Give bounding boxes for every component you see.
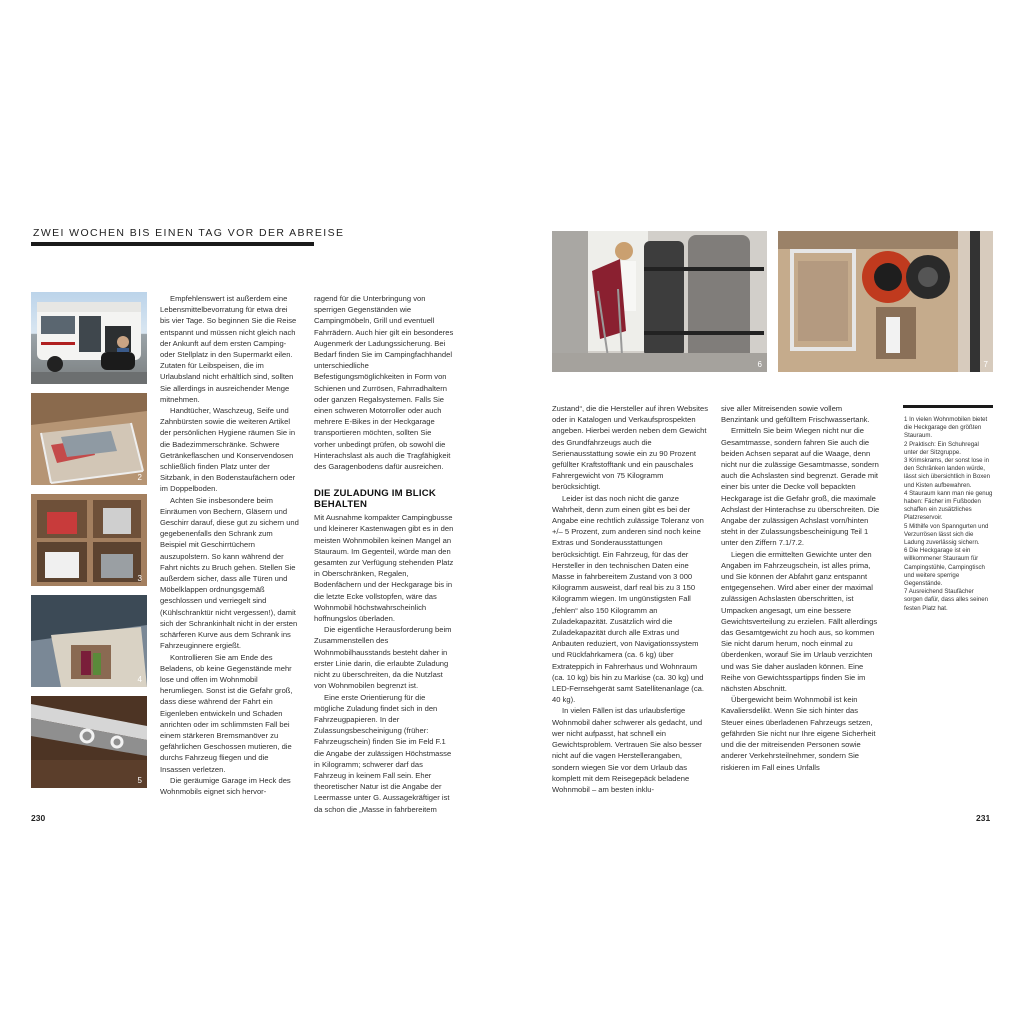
text-column-1 <box>160 293 299 797</box>
paragraph: Mit Ausnahme kompakter Campingbusse und kleinerer Kastenwagen gibt es in den meisten Wohnmobilen keinen Mangel an Stauraum. Im Gegenteil, würde man den gesamten zur Verfügung stehenden Platz in Oberschränken, Regalen, Bodenfächern und der Heckgarage bis in die letzte Ecke vollstopfen, wäre das Wohnmobil höchstwahrscheinlich hoffnungslos überladen. <box>314 513 454 624</box>
paragraph: Zustand“, die die Hersteller auf ihren Websites oder in Katalogen und Verkaufsprospekten angeben. Hierbei werden neben dem Gewicht des Grundfahrzeugs auch die Serienausstattung sowie ein zu 90 Prozent gefüllter Kraftstofftank und ein pauschales Fahrergewicht von 75 Kilogramm berücksichtigt. <box>552 404 709 492</box>
photo-garage-cables <box>778 231 993 372</box>
photo-shoe-rack <box>31 393 147 485</box>
paragraph: Leider ist das noch nicht die ganze Wahrheit, denn zum einen gibt es bei der Angabe eine rechtlich zulässige Toleranz von +/– 5 Prozent, zum anderen sind noch keine Extras und Sonderausstattungen berücksichtigt. Ein Fahrzeug, für das der Hersteller in den technischen Daten eine Masse in fahrbereitem Zustand von 3 000 Kilogramm ausweist, darf real bis zu 3 150 Kilogramm wiegen. Im ungünstigsten Fall „fehlen“ also 150 Kilogramm an Zuladekapazität. Zusätzlich wird die Zuladekapazität durch alle Extras und Anbauten reduziert, von Navigationssystem und Rückfahrkamera (ca. 6 kg) über Extrateppich in Fahrerhaus und Wohnraum (ca. 10 kg) bis hin zu Markise (ca. 30 kg) und LED-Fernsehgerät samt Satellitenanlage (ca. 40 kg). <box>552 493 704 705</box>
tie-down-illustration <box>31 696 147 788</box>
text-column-3 <box>552 403 711 795</box>
caption: 4 Stauraum kann man nie genug haben: Fächer im Fußboden schaffen ein zusätzliches Platzreservoir. <box>904 489 993 522</box>
paragraph: Liegen die ermittelten Gewichte unter den Angaben im Fahrzeugschein, ist alles prima, und Sie können der Abfahrt ganz entspannt entgegensehen. Wird aber einer der maximal zulässigen Achslasten überschritten, ist Umpacken angesagt, um eine bessere Gewichtsverteilung zu erzielen. Fällt allerdings das Gesamtgewicht zu hoch aus, so kommen Sie nicht darum herum, noch einmal zu überdenken, worauf Sie im Urlaub verzichten und was Sie daher ausladen können. Eine Reihe von Gewichtsspartipps finden Sie im nächsten Abschnitt. <box>721 549 878 694</box>
paragraph: ragend für die Unterbringung von sperrigen Gegenständen wie Campingmöbeln, Grill und eventuell Fahrrädern. Auch hier gilt ein besonderes Augenmerk der Ladungssicherung. Bei Bedarf finden Sie im Campingfachhandel unterschiedliche Befestigungsmöglichkeiten in Form von Schienen und Zurrösen, Fahrradhaltern oder ganzen Regalsystemen. Falls Sie einen schweren Motorroller oder auch mehrere E-Bikes in der Heckgarage transportieren möchten, sollten Sie vorher unbedingt prüfen, ob sowohl die Hinterachslast als auch die Tragfähigkeit des Garagenbodens dafür ausreichen. <box>314 294 454 472</box>
photo-storage-boxes <box>31 494 147 586</box>
text-column-2 <box>314 293 454 815</box>
paragraph: Kontrollieren Sie am Ende des Beladens, ob keine Gegenstände mehr lose und offen im Wohnmobil herumliegen. Sonst ist die Gefahr groß, dass diese während der Fahrt ein Eigenleben entwickeln und Schaden anrichten oder im schlimmsten Fall bei einem stärkeren Bremsmanöver zu gefährlichen Geschossen mutieren, die durchs Fahrzeug fliegen und die Insassen verletzen. <box>160 652 293 774</box>
photo-floor-storage <box>31 595 147 687</box>
paragraph: Handtücher, Waschzeug, Seife und Zahnbürsten sowie die weiteren Artikel der persönlichen Hygiene räumen Sie in die Badezimmerschränke. Schwere Getränkeflaschen und Konservendosen schließlich finden Platz unter der Sitzbank, in den Bodenstaufächern oder im Doppelboden. <box>160 406 296 494</box>
paragraph: sive aller Mitreisenden sowie vollem Benzintank und gefülltem Frischwassertank. <box>721 404 870 425</box>
paragraph: Eine erste Orientierung für die mögliche Zuladung findet sich in den Fahrzeugpapieren. In der Zulassungsbescheinigung (früher: Fahrzeugschein) finden Sie im Feld F.1 die Angabe der zulässigen Höchstmasse in Kilogramm; schwerer darf das Fahrzeug in keinem Fall sein. Eher theoretischer Natur ist die Angabe der Leermasse unter G. Aussagekräftiger ist da schon die „Masse in fahrbereitem <box>314 692 452 814</box>
text-column-4 <box>721 403 881 773</box>
caption: 7 Ausreichend Staufächer sorgen dafür, dass alles seinen festen Platz hat. <box>904 588 989 612</box>
paragraph: Die geräumige Garage im Heck des Wohnmobils eignet sich hervor- <box>160 775 291 796</box>
garage-chairs-illustration <box>552 231 767 372</box>
photo-garage-chairs <box>552 231 767 372</box>
paragraph: Achten Sie insbesondere beim Einräumen von Bechern, Gläsern und Geschirr darauf, diese gut zu sichern und gegebenenfalls den Schrank zum Beispiel mit Geschirrtüchern auszupolstern. So kann während der Fahrt nichts zu Bruch gehen. Stellen Sie außerdem sicher, dass alle Türen und Möbelklappen ordnungsgemäß geschlossen und verriegelt sind (Kühlschranktür nicht vergessen!), damit sich der Schrankinhalt nicht in der ersten schärferen Kurve aus dem Schrank ins Fahrzeuginnere ergießt. <box>160 495 299 651</box>
paragraph: In vielen Fällen ist das urlaubsfertige Wohnmobil daher schwerer als gedacht, und wer nicht aufpasst, hat schnell ein Gewichtsproblem. Vertrauen Sie also besser nicht auf die vagen Herstellerangaben, sondern wiegen Sie vor dem Urlaub das komplett mit dem Reisegepäck beladene Wohnmobil – am besten inklu- <box>552 706 703 794</box>
page-number-left: 230 <box>31 813 46 823</box>
caption: 6 Die Heckgarage ist ein willkommener Stauraum für Campingstühle, Campingtisch und weitere sperrige Gegenstände. <box>904 547 985 588</box>
paragraph: Ermitteln Sie beim Wiegen nicht nur die Gesamtmasse, sondern fahren Sie auch die beiden Achsen separat auf die Waage, denn nicht nur die zulässige Gesamtmasse, sondern auch die Achslasten sind begrenzt. Gerade mit einer bis unter die Decke voll bepackten Heckgarage ist die Gefahr groß, die maximale Achslast der Hinterachse zu überschreiten. Die Angabe der zulässigen Achslast vorn/hinten steht in der Zulassungsbescheinigung Teil 1 unter den Ziffern 7.1/7.2. <box>721 426 880 548</box>
garage-cables-illustration <box>778 231 993 372</box>
photo-motorhome <box>31 292 147 384</box>
page-number-right: 231 <box>976 813 991 823</box>
photo-tie-down <box>31 696 147 788</box>
caption: 2 Praktisch: Ein Schuhregal unter der Sitzgruppe. <box>904 440 979 456</box>
photo-number: 2 <box>137 473 142 482</box>
section-heading: DIE ZULADUNG IM BLICK BEHALTEN <box>314 488 436 511</box>
caption: 1 In vielen Wohnmobilen bietet die Heckgarage den größten Stauraum. <box>904 416 988 440</box>
photo-number: 4 <box>137 675 142 684</box>
caption-rule <box>903 405 993 408</box>
shoe-rack-illustration <box>31 393 147 485</box>
caption: 5 Mithilfe von Spanngurten und Verzurrösen lässt sich die Ladung zuverlässig sichern. <box>904 522 989 547</box>
photo-number: 7 <box>983 360 988 369</box>
header-rule <box>31 242 314 246</box>
photo-number: 6 <box>757 360 762 369</box>
paragraph: Übergewicht beim Wohnmobil ist kein Kavaliersdelikt. Wenn Sie sich hinter das Steuer eines überladenen Fahrzeugs setzen, gefährden Sie nicht nur Ihre eigene Sicherheit und die der mitreisenden Personen sowie anderer Verkehrsteilnehmer, sondern Sie riskieren im Fall eines Unfalls <box>721 695 876 772</box>
photo-captions <box>904 416 994 613</box>
floor-storage-illustration <box>31 595 147 687</box>
paragraph: Die eigentliche Herausforderung beim Zusammenstellen des Wohnmobilhausstands besteht daher in erster Linie darin, die erlaubte Zuladung nicht zu überschreiten, da die Nutzlast von Wohnmobilen begrenzt ist. <box>314 625 452 691</box>
paragraph: Empfehlenswert ist außerdem eine Lebensmittelbevorratung für etwa drei bis vier Tage. So beginnen Sie die Reise entspannt und müssen nicht gleich nach der Ankunft auf dem ersten Camping- oder Stellplatz in den Supermarkt eilen. Zutaten für Leibspeisen, die im Urlaubsland nicht erhältlich sind, sollten Sie allerdings in ausreichender Menge mitnehmen. <box>160 294 297 404</box>
chapter-header: ZWEI WOCHEN BIS EINEN TAG VOR DER ABREISE <box>33 227 345 239</box>
caption: 3 Krimskrams, der sonst lose in den Schränken landen würde, lässt sich übersichtlich in Boxen und Kisten aufbewahren. <box>904 457 991 489</box>
motorhome-illustration <box>31 292 147 384</box>
storage-boxes-illustration <box>31 494 147 586</box>
photo-number: 3 <box>137 574 142 583</box>
photo-number: 5 <box>137 776 142 785</box>
